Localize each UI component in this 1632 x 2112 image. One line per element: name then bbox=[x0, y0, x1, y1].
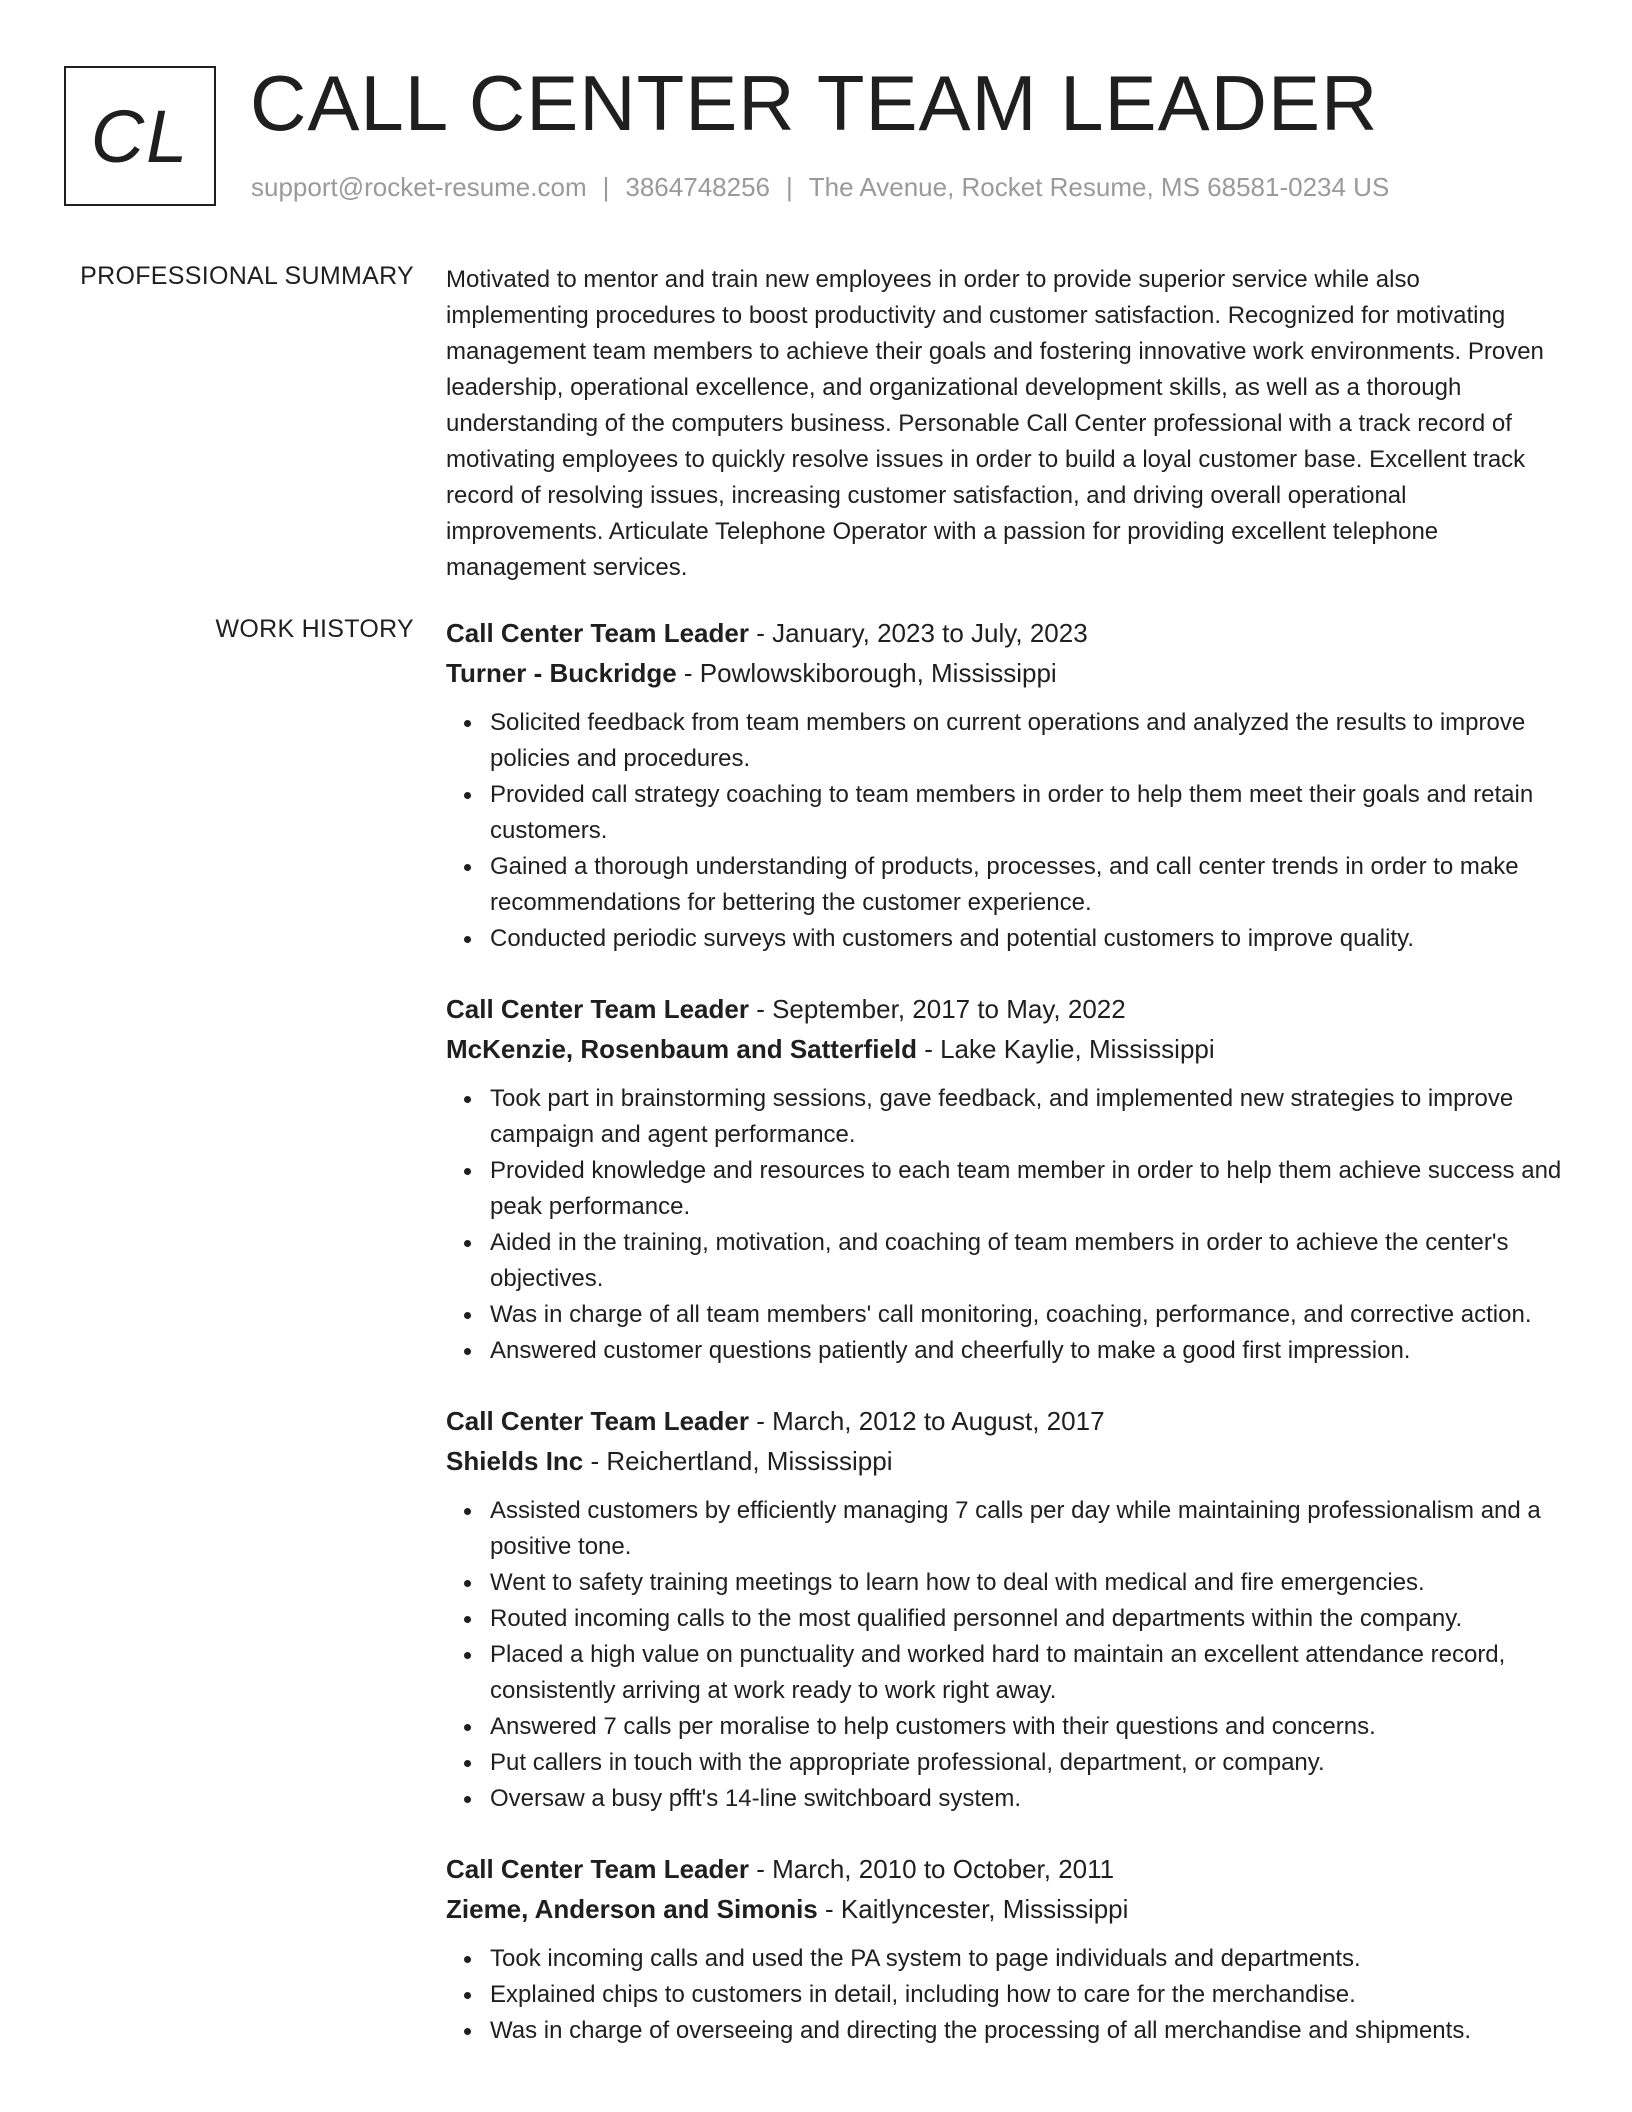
job-title-line bbox=[446, 613, 1566, 653]
job-title-line bbox=[446, 989, 1566, 1029]
job-company-line bbox=[446, 1889, 1566, 1929]
job-bullet: Answered customer questions patiently and cheerfully to make a good first impression. bbox=[490, 1333, 1566, 1369]
job-bullets bbox=[446, 1493, 1566, 1817]
job-bullet: Provided call strategy coaching to team members in order to help them meet their goals and retain customers. bbox=[490, 777, 1566, 849]
job-bullet: Assisted customers by efficiently managing 7 calls per day while maintaining professionalism and a positive tone. bbox=[490, 1493, 1566, 1565]
job-title-line bbox=[446, 1849, 1566, 1889]
job-entry bbox=[446, 613, 1566, 957]
monogram-box bbox=[64, 66, 216, 206]
job-dates: - March, 2012 to August, 2017 bbox=[748, 1406, 1105, 1436]
job-bullet: Routed incoming calls to the most qualified personnel and departments within the company. bbox=[490, 1601, 1566, 1637]
job-title-line bbox=[446, 1401, 1566, 1441]
contact-separator: | bbox=[786, 172, 793, 202]
job-location: - Powlowskiborough, Mississippi bbox=[676, 658, 1057, 688]
job-company-line bbox=[446, 1029, 1566, 1069]
job-location: - Reichertland, Mississippi bbox=[583, 1446, 893, 1476]
job-bullet: Went to safety training meetings to learn how to deal with medical and fire emergencies. bbox=[490, 1565, 1566, 1601]
job-bullet: Answered 7 calls per moralise to help customers with their questions and concerns. bbox=[490, 1709, 1566, 1745]
job-company: Zieme, Anderson and Simonis bbox=[446, 1894, 818, 1924]
job-bullet: Oversaw a busy pfft's 14-line switchboard system. bbox=[490, 1781, 1566, 1817]
job-entry bbox=[446, 1401, 1566, 1817]
job-company: Shields Inc bbox=[446, 1446, 584, 1476]
job-bullet: Provided knowledge and resources to each team member in order to help them achieve success and peak performance. bbox=[490, 1153, 1566, 1225]
job-company: McKenzie, Rosenbaum and Satterfield bbox=[446, 1034, 917, 1064]
job-entry bbox=[446, 1849, 1566, 2049]
job-bullet: Took part in brainstorming sessions, gave feedback, and implemented new strategies to improve campaign and agent performance. bbox=[490, 1081, 1566, 1153]
job-bullet: Took incoming calls and used the PA system to page individuals and departments. bbox=[490, 1941, 1566, 1977]
job-bullets bbox=[446, 1941, 1566, 2049]
job-dates: - January, 2023 to July, 2023 bbox=[748, 618, 1088, 648]
job-company: Turner - Buckridge bbox=[446, 658, 677, 688]
summary-content bbox=[446, 262, 1566, 586]
contact-address: The Avenue, Rocket Resume, MS 68581-0234 US bbox=[808, 172, 1390, 202]
summary-heading: PROFESSIONAL SUMMARY bbox=[80, 262, 414, 290]
candidate-name: CALL CENTER TEAM LEADER bbox=[250, 59, 1379, 147]
work-history-heading: WORK HISTORY bbox=[215, 615, 414, 643]
summary-text: Motivated to mentor and train new employees in order to provide superior service while also implementing procedures to boost productivity and customer satisfaction. Recognized for motivating management team members to achieve their goals and fostering innovative work environments. Proven leadership, operational excellence, and organizational development skills, as well as a thorough understanding of the computers business. Personable Call Center professional with a track record of motivating employees to quickly resolve issues in order to build a loyal customer base. Excellent track record of resolving issues, increasing customer satisfaction, and driving overall operational improvements. Articulate Telephone Operator with a passion for providing excellent telephone management services. bbox=[446, 266, 1544, 581]
job-entry bbox=[446, 989, 1566, 1369]
job-title: Call Center Team Leader bbox=[446, 994, 749, 1024]
job-bullet: Was in charge of all team members' call monitoring, coaching, performance, and corrective action. bbox=[490, 1297, 1566, 1333]
job-bullet: Conducted periodic surveys with customers and potential customers to improve quality. bbox=[490, 921, 1566, 957]
job-company-line bbox=[446, 1441, 1566, 1481]
job-title: Call Center Team Leader bbox=[446, 1406, 749, 1436]
job-bullet: Placed a high value on punctuality and worked hard to maintain an excellent attendance record, consistently arriving at work ready to work right away. bbox=[490, 1637, 1566, 1709]
work-history-content bbox=[446, 613, 1566, 2081]
contact-email: support@rocket-resume.com bbox=[251, 172, 587, 202]
job-bullet: Put callers in touch with the appropriate professional, department, or company. bbox=[490, 1745, 1566, 1781]
job-bullet: Aided in the training, motivation, and coaching of team members in order to achieve the center's objectives. bbox=[490, 1225, 1566, 1297]
job-title: Call Center Team Leader bbox=[446, 618, 749, 648]
job-dates: - March, 2010 to October, 2011 bbox=[748, 1854, 1115, 1884]
monogram-initials: CL bbox=[90, 94, 190, 178]
job-location: - Kaitlyncester, Mississippi bbox=[817, 1894, 1129, 1924]
job-bullets bbox=[446, 705, 1566, 957]
job-bullet: Gained a thorough understanding of products, processes, and call center trends in order to make recommendations for bettering the customer experience. bbox=[490, 849, 1566, 921]
job-location: - Lake Kaylie, Mississippi bbox=[916, 1034, 1215, 1064]
job-title: Call Center Team Leader bbox=[446, 1854, 749, 1884]
job-bullets bbox=[446, 1081, 1566, 1369]
contact-separator: | bbox=[602, 172, 610, 202]
job-company-line bbox=[446, 653, 1566, 693]
contact-phone: 3864748256 bbox=[625, 172, 770, 202]
job-bullet: Solicited feedback from team members on current operations and analyzed the results to improve policies and procedures. bbox=[490, 705, 1566, 777]
job-bullet: Explained chips to customers in detail, including how to care for the merchandise. bbox=[490, 1977, 1566, 2013]
job-bullet: Was in charge of overseeing and directing the processing of all merchandise and shipments. bbox=[490, 2013, 1566, 2049]
job-dates: - September, 2017 to May, 2022 bbox=[748, 994, 1126, 1024]
contact-line bbox=[251, 172, 1389, 203]
